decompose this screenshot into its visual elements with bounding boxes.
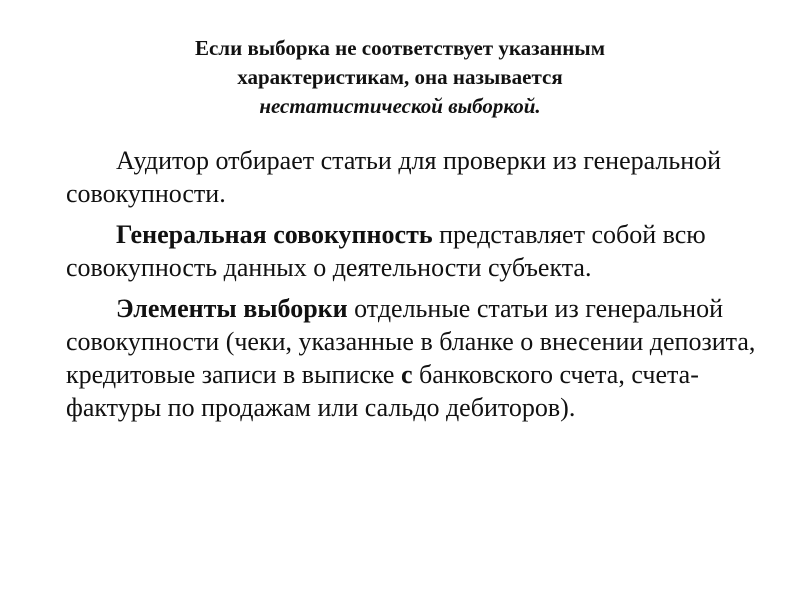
- paragraph-general-population: [66, 218, 778, 284]
- paragraph-sample-elements-text-2: банковского счета, счета-фактуры по продажам или сальдо дебиторов).: [66, 360, 699, 422]
- bold-letter: с: [400, 360, 413, 389]
- title-line-1: Если выборка не соответствует указанным: [194, 36, 605, 60]
- paragraph-auditor: [66, 144, 778, 210]
- title-line-2: характеристикам, она называется: [237, 65, 563, 89]
- paragraph-sample-elements: [66, 292, 778, 424]
- paragraph-auditor-text: Аудитор отбирает статьи для проверки из генеральной совокупности.: [66, 146, 722, 208]
- paragraph-general-population-text: представляет собой всю совокупность данных о деятельности субъекта.: [66, 220, 706, 282]
- slide-title: [0, 34, 800, 121]
- slide-body: [66, 144, 778, 432]
- paragraph-sample-elements-text-1: отдельные статьи из генеральной совокупности (чеки, указанные в бланке о внесении депозита, кредитовые записи в выписке: [66, 294, 756, 389]
- title-line-3: нестатистической выборкой.: [259, 94, 541, 118]
- term-sample-elements: Элементы выборки: [116, 294, 348, 323]
- term-general-population: Генеральная совокупность: [116, 220, 433, 249]
